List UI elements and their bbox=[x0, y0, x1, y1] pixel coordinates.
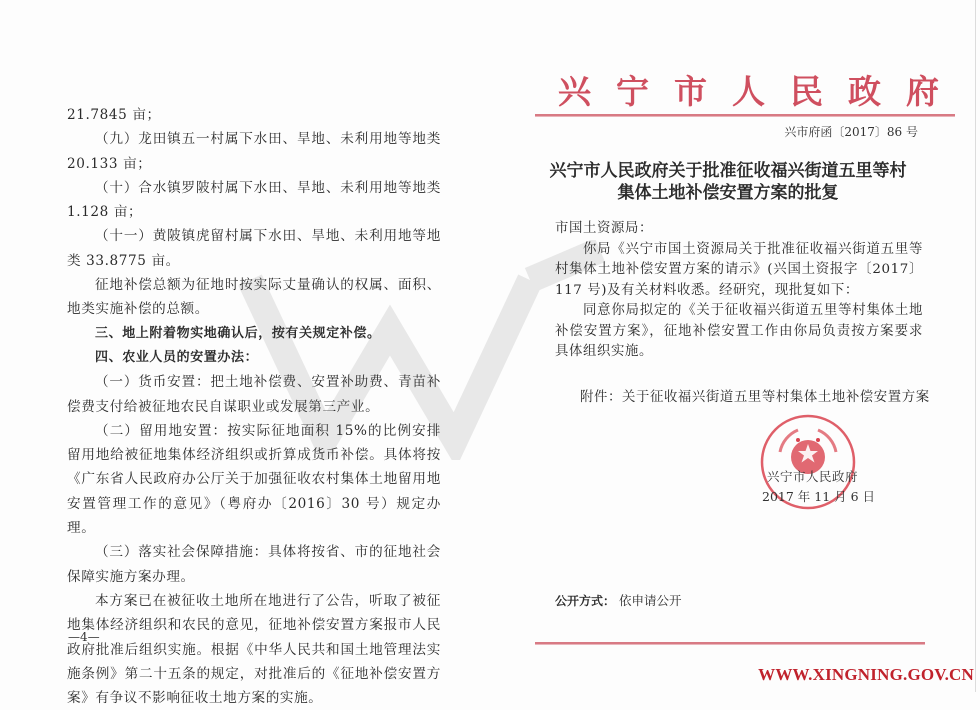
attachment-note: 附件：关于征收福兴街道五里等村集体土地补偿安置方案 bbox=[580, 390, 930, 405]
document-number: 兴市府函〔2017〕86 号 bbox=[784, 125, 918, 139]
left-page bbox=[0, 0, 490, 707]
addressee: 市国土资源局： bbox=[555, 221, 653, 236]
section-heading: 三、地上附着物实地确认后，按有关规定补偿。 bbox=[95, 325, 381, 341]
title-line-1: 兴宁市人民政府关于批准征收福兴街道五里等村 bbox=[549, 161, 907, 181]
section-heading: 四、农业人员的安置办法： bbox=[95, 349, 259, 365]
paragraph: （十）合水镇罗陂村属下水田、旱地、未利用地等地类 1.128 亩； bbox=[67, 179, 441, 221]
right-page-body bbox=[555, 219, 923, 363]
signature-date: 2017 年 11 月 6 日 bbox=[762, 489, 876, 504]
header-red-rule bbox=[535, 114, 955, 117]
paragraph: 同意你局拟定的《关于征收福兴街道五里等村集体土地补偿安置方案》，征地补偿安置工作由你局负责按方案要求具体组织实施。 bbox=[555, 303, 923, 359]
footer-red-rule bbox=[535, 642, 925, 645]
website-url: WWW.XINGNING.GOV.CN bbox=[758, 665, 974, 684]
paragraph: 本方案已在被征收土地所在地进行了公告，听取了被征地集体经济组织和农民的意见，征地补偿安置方案报市人民政府批准后组织实施。根据《中华人民共和国土地管理法实施条例》第二十五条的规定，对批准后的《征地补偿安置方案》有争议不影响征收土地方案的实施。 bbox=[67, 592, 441, 707]
paragraph: 你局《兴宁市国土资源局关于批准征收福兴街道五里等村集体土地补偿安置方案的请示》(兴国土资报字〔2017〕117 号)及有关材料收悉。经研究，现批复如下： bbox=[555, 241, 923, 298]
signature-organization: 兴宁市人民政府 bbox=[767, 469, 859, 484]
paragraph: （九）龙田镇五一村属下水田、旱地、未利用地等地类 20.133 亩； bbox=[67, 131, 441, 172]
title-line-2: 集体土地补偿安置方案的批复 bbox=[617, 183, 839, 203]
government-header: 兴宁市人民政府 bbox=[558, 72, 964, 111]
page-number: —4— bbox=[68, 630, 100, 644]
left-page-body bbox=[67, 103, 441, 710]
disclosure-label: 公开方式： bbox=[555, 594, 616, 608]
paragraph: 21.7845 亩； bbox=[67, 107, 161, 123]
paragraph: （三）落实社会保障措施：具体将按省、市的征地社会保障实施方案办理。 bbox=[67, 544, 441, 585]
paragraph: 征地补偿总额为征地时按实际丈量确认的权属、面积、地类实施补偿的总额。 bbox=[67, 277, 441, 318]
page-edge bbox=[975, 0, 976, 692]
paragraph: （一）货币安置：把土地补偿费、安置补助费、青苗补偿费支付给被征地农民自谋职业或发展第三产业。 bbox=[67, 374, 441, 415]
paragraph: （二）留用地安置：按实际征地面积 15%的比例安排留用地给被征地集体经济组织或折算成货币补偿。具体将按《广东省人民政府办公厅关于加强征收农村集体土地留用地安置管理工作的意见》（粤府办〔2016〕30 号）规定办理。 bbox=[67, 422, 441, 537]
disclosure-value: 依申请公开 bbox=[619, 593, 682, 608]
disclosure-method bbox=[555, 591, 682, 609]
document-title bbox=[528, 160, 928, 204]
paragraph: （十一）黄陂镇虎留村属下水田、旱地、未利用地等地类 33.8775 亩。 bbox=[67, 228, 441, 269]
